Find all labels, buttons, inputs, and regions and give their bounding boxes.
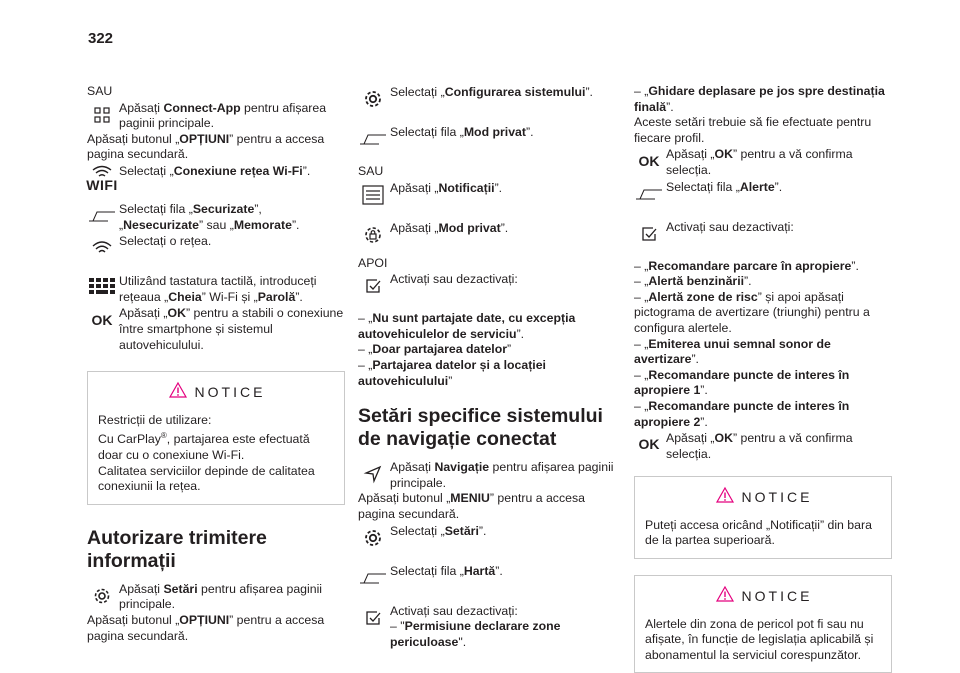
activate-step-2: Activați sau dezactivați: – "Permisiune declarare zone periculoase". (358, 603, 616, 651)
notice-title: NOTICE (741, 587, 813, 604)
activate-step: Activați sau dezactivați: (358, 271, 616, 301)
sau-label: SAU (87, 84, 113, 98)
ok-step: OK Apăsați „OK” pentru a stabili o conexiune între smartphone și sistemul autovehiculului. (87, 305, 345, 353)
tab-icon (634, 179, 664, 209)
wifi-icon (87, 163, 117, 197)
page-number: 322 (88, 30, 114, 47)
notification-list-icon (358, 180, 388, 210)
wifi-icon (87, 233, 117, 263)
tab-step: Selectați fila „Securizate”, „Nesecurizate” sau „Memorate”. (87, 201, 345, 233)
section-heading: Setări specifice sistemului de navigație conectat (358, 405, 603, 451)
list-item: – „Alertă zone de risc” și apoi apăsați pictograma de avertizare (triunghi) pentru a configura alertele. (634, 289, 870, 335)
warning-triangle-icon (716, 487, 734, 508)
notice-box: NOTICE Puteți accesa oricând „Notificații” din bara de la partea superioară. (634, 476, 892, 559)
mod-privat-step: Apăsați „Mod privat”. (358, 220, 616, 250)
list-item: – „Nu sunt partajate date, cu excepția autovehiculelor de serviciu”. (358, 311, 576, 341)
navigatie-step: Apăsați Navigație pentru afișarea paginii principale. (358, 459, 616, 491)
app-grid-icon (87, 100, 117, 130)
sau-label: SAU (358, 164, 384, 178)
warning-triangle-icon (716, 586, 734, 607)
setari-step: Apăsați Setări pentru afișarea paginii principale. (87, 581, 345, 613)
section-heading: Autorizare trimitere informații (87, 526, 267, 572)
select-network-step: Selectați o rețea. (87, 233, 345, 263)
notice-box: NOTICE Restricții de utilizare: Cu CarPlay®, partajarea este efectuată doar cu o conexiune Wi-Fi. Calitatea serviciilor depinde de calitatea conexiunii la rețea. (87, 371, 345, 505)
list-item: – „Recomandare puncte de interes în apropiere 1”. (634, 367, 850, 398)
meniu-step: Apăsați butonul „MENIU” pentru a accesa pagina secundară. (358, 491, 585, 521)
optiuni-step-2: Apăsați butonul „OPȚIUNI” pentru a accesa pagina secundară. (87, 612, 325, 643)
list-item: – „Emiterea unui semnal sonor de avertizare”. (634, 336, 831, 367)
notice-title: NOTICE (194, 383, 266, 400)
list-item: – „Recomandare puncte de interes în apropiere 2”. (634, 398, 850, 429)
keyboard-step: Utilizând tastatura tactilă, introduceți rețeaua „Cheia” Wi-Fi și „Parolă”. (87, 273, 345, 305)
column-1 (87, 84, 345, 644)
harta-tab-step: Selectați fila „Hartă”. (358, 563, 616, 593)
ok-confirm-step: OK Apăsați „OK” pentru a vă confirma selecția. (634, 146, 892, 178)
config-step: Selectați „Configurarea sistemului”. (358, 84, 616, 114)
connect-app-step: Apăsați Connect-App pentru afișarea paginii principale. (87, 100, 345, 132)
ok-label: OK (91, 311, 113, 328)
gear-icon (87, 581, 117, 611)
alerte-tab-step: Selectați fila „Alerte”. (634, 179, 892, 209)
notice-box: NOTICE Alertele din zona de pericol pot fi sau nu afișate, în funcție de legislația aplicabilă și abonamentul la serviciul corespunzător. (634, 575, 892, 673)
list-item: – „Recomandare parcare în apropiere”. (634, 258, 859, 273)
setari-select-step: Selectați „Setări”. (358, 523, 616, 553)
notificatii-step: Apăsați „Notificații”. (358, 180, 616, 210)
navigation-arrow-icon (358, 459, 388, 489)
tab-icon (358, 124, 388, 154)
checkbox-icon (358, 271, 388, 301)
list-item: – „Alertă benzinării”. (634, 274, 752, 289)
column-3 (634, 84, 892, 673)
profile-note: Aceste setări trebuie să fie efectuate pentru fiecare profil. (634, 115, 872, 145)
list-item: – „Ghidare deplasare pe jos spre destinația finală”. (634, 84, 885, 114)
column-2 (358, 84, 616, 650)
activate-step-3: Activați sau dezactivați: (634, 219, 892, 249)
checkbox-icon (634, 219, 664, 249)
ok-label: OK (638, 152, 660, 169)
list-item: – „Doar partajarea datelor” (358, 342, 512, 357)
optiuni-step: Apăsați butonul „OPȚIUNI” pentru a accesa pagina secundară. (87, 131, 325, 162)
checkbox-icon (358, 603, 388, 633)
list-item: – „Partajarea datelor și a locației autovehiculului” (358, 357, 546, 388)
tab-icon (358, 563, 388, 593)
warning-triangle-icon (169, 382, 187, 403)
wifi-label: WIFI (86, 177, 118, 194)
apoi-label: APOI (358, 255, 388, 270)
wifi-step: WIFI Selectați „Conexiune rețea Wi-Fi”. (87, 163, 345, 197)
mod-privat-tab-step: Selectați fila „Mod privat”. (358, 124, 616, 154)
ok-label: OK (638, 436, 660, 453)
notice-title: NOTICE (741, 488, 813, 505)
ok-confirm-step-2: OK Apăsați „OK” pentru a vă confirma selecția. (634, 430, 892, 462)
gear-icon (358, 523, 388, 553)
tab-icon (87, 201, 117, 231)
keyboard-icon (87, 273, 117, 303)
gear-icon (358, 84, 388, 114)
privacy-gear-icon (358, 220, 388, 250)
